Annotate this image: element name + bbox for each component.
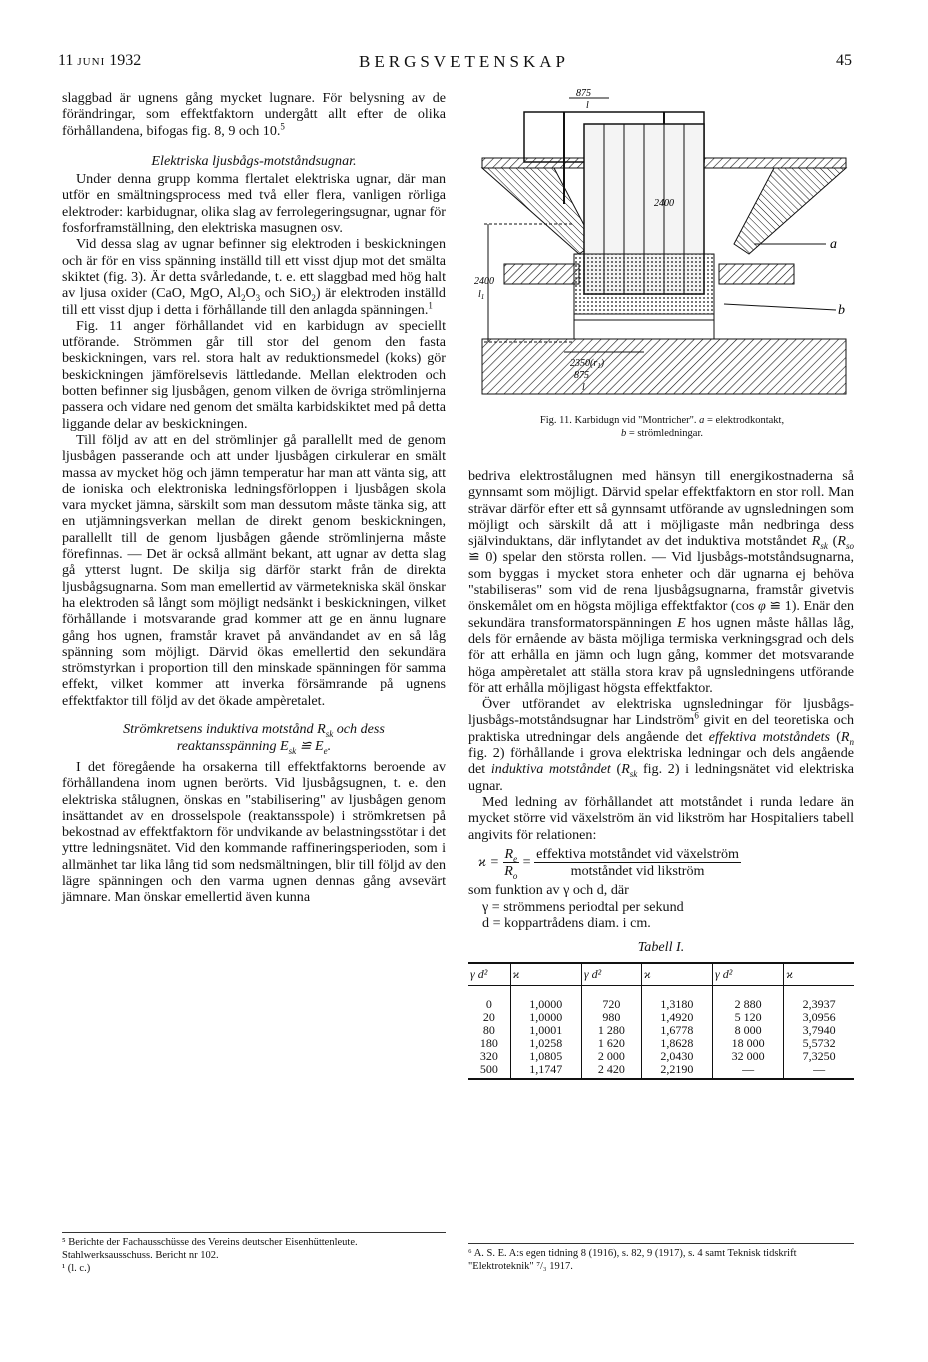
table-cell: 7,3250 — [784, 1050, 854, 1063]
date-year: 1932 — [109, 52, 142, 69]
table-cell: 2,3937 — [784, 985, 854, 1011]
dim-label: l — [582, 382, 585, 393]
table-cell: 5 120 — [713, 1011, 784, 1024]
paragraph: bedriva elektrostålugnen med hänsyn till energikostnaderna så gynnsamt som möjligt. Därvid spelar effektfaktorn en stor roll. Man strävar därför efter ett så gynnsamt utförande av ugnsledningen som möjligt och särskilt då att i möjligaste mån nedbringa dess självinduktans, där inflytandet av det induktiva motståndet $R_{sk}$ ($R_{so}$ ≌ 0) spelar den största rollen. — Vid ljusbågs-motståndsugnarna, som byggas i mycket stora enheter och där ugnarna ej behöva "stabiliseras" som vid de rena ljusbågsugnarna, framstår givetvis önskemålet om en högsta möjliga effektfaktor (cos φ ≌ 1). Enär den sekundära transformatorspänningen E hos ugnen måste hållas låg, dels för ernående av bästa möjliga termiska verkningsgrad och dels för att erhålla en jämn och lugn gång, kommer det motsvarande höga ampèretalet att ställa stora krav på ugnsledningens utförande för att erhålla möjligast högsta effektfaktor. — [468, 468, 855, 696]
table-cell: 32 000 — [713, 1050, 784, 1063]
label-b: b — [838, 303, 845, 318]
table-cell: 2 420 — [581, 1063, 641, 1079]
furnace-diagram — [474, 84, 854, 404]
dim-label: $l_1$ — [478, 289, 485, 301]
fraction: $\frac{\text{effektiva motståndet vid växelström}}{\text{motståndet vid likström}}$ — [536, 845, 739, 880]
table-cell: 2,2190 — [641, 1063, 712, 1079]
column-header: γ d² — [713, 963, 784, 986]
table-row — [468, 1050, 854, 1063]
table-cell: 5,5732 — [784, 1037, 854, 1050]
table-cell: 8 000 — [713, 1024, 784, 1037]
table-row — [468, 1024, 854, 1037]
table-cell: 2,0430 — [641, 1050, 712, 1063]
paragraph: I det föregående ha orsakerna till effektfaktorns beroende av förhållandena inom ugnen berörts. Vid ljusbågsugnen, t. e. den elektriska stålugnen, önskas en "stabilisering" av ljusbågen genom insättandet av en drosselspole (reaktansspole) i strömkretsen på bekostnad av effektfaktorn för undvikande av belastningsstötar i det yttre ledningsnätet. Vid den kommande raffineringsperioden, som i allmänhet tar lika lång tid som nedsmältningen, blir till följd av den lägre spänningen och den varma ugnen dennas gång avsevärt jämnare. Man önskar emellertid även kunna — [62, 758, 446, 906]
paragraph: Under denna grupp komma flertalet elektriska ugnar, där man utför en smältningsprocess med två eller flera, vanligen rörliga elektroder: karbidugnar, olika slag av ferrolegeringsugnar, ugnar för fosforframställning, den elektriska masugnen osv. — [62, 171, 446, 237]
table-row — [468, 1063, 854, 1079]
column-header: ϰ — [510, 963, 581, 986]
table-cell: 1,0258 — [510, 1037, 581, 1050]
table-cell: 980 — [581, 1011, 641, 1024]
table-cell: 500 — [468, 1063, 510, 1079]
table-cell: 1 280 — [581, 1024, 641, 1037]
table-cell: 720 — [581, 985, 641, 1011]
paragraph: Till följd av att en del strömlinjer gå parallellt med de genom ljusbågen passerande och att under ljusbågen cirkulerar en smält massa av mycket hög och jämn temperatur har man att vänta sig, att de ioniska och elektroniska ledningsförloppen i ljusbågen skola vara mycket jämna, särskilt som man dessutom måste tänka sig, att en utjämningsverkan mellan de direkt genom beskickningen, parallellt till de genom ljusbågen gående strömlinjerna måste förefinnas. — Det är också allmänt bekant, att ugnar av detta slag gå ytterst lugnt. De skilja sig därför starkt från de direkta ljusbågsugnarna. Som man emellertid av värmetekniska skäl önskar ha elektroden så långt som möjligt nedsänkt i beskickningen, vilket förhållande i motsvarande grad kommer att ge en ännu lugnare gång hos ugnen, framstår kravet på användandet av en så låg spänning som möjligt. Därvid ökas emellertid den sekundära strömstyrkan i proportion till den minskade spänningen för samma effekt, vilket kommer att inverka försämrande på ugnens effektfaktor till följd av det ökade ampèretalet. — [62, 431, 446, 709]
footnote: ¹ (l. c.) — [62, 1263, 91, 1274]
dim-label: l — [586, 100, 589, 111]
right-column — [468, 468, 854, 1080]
journal-title: BERGSVETENSKAP — [359, 52, 569, 71]
formula: ϰ = $\frac{R_e}{R_o}$ = $\frac{\text{effektiva motståndet vid växelström}}{\text{motståndet vid likström}}$ — [478, 845, 739, 881]
table-cell: 0 — [485, 996, 492, 1011]
table-title: Tabell I. — [637, 939, 685, 956]
furnace-drawing — [474, 84, 854, 404]
table-cell: 80 — [482, 1022, 495, 1037]
table-cell: 1,0001 — [510, 1024, 581, 1037]
table-cell: 1,3180 — [641, 985, 712, 1011]
table-cell: 180 — [479, 1035, 498, 1050]
table-cell: 1,0000 — [510, 985, 581, 1011]
section-heading: Strömkretsens induktiva motstånd $R_{sk}$ och dess reaktansspänning $E_{sk}$ ≌ $E_e$. — [123, 720, 385, 756]
paragraph: Vid dessa slag av ugnar befinner sig elektroden i beskickningen och är för en viss spänning inställd till ett visst djup mot det smälta skiktet (fig. 3). Är detta svårledande, t. e. ett slaggbad med hög halt av ljusa oxider (CaO, MgO, $Al_2O_3$ och SiO$_2$) är elektroden inställd till ett visst djup i detta i förhållande till den anlagda spänningen.$^1$ — [62, 236, 446, 318]
paragraph: Fig. 11 anger förhållandet vid en karbidugn av speciellt utförande. Strömmen går till stor del genom den fasta beskickningen, vars rel. stora halt av reduktionsmedel (koks) gör beskickningen jämförelsevis lättledande. Mellan elektroden och botten befinner sig ljusbågen, genom vilken de övriga strömlinjerna passera och vidare ned genom det smälta karbidskiktet med på detta liggande delar av beskickningen. — [62, 317, 446, 432]
dim-label: 875 — [576, 88, 591, 99]
table-cell: 20 — [482, 1009, 495, 1024]
table-row — [468, 985, 854, 1011]
label-a: a — [830, 237, 837, 252]
table-row — [468, 1011, 854, 1024]
table-cell: 2 000 — [581, 1050, 641, 1063]
footnote-ref: 6 — [694, 710, 699, 721]
paragraph: Över utförandet av elektriska ugnsledningar för ljusbågs- ljusbågs-motståndsugnar har Lindström$^6$ givit en del teoretiska och praktiska utredningar dels angående det effektiva motståndets ($R_n$ fig. 2) förhållande i grova elektriska ledningar och dels angående det induktiva motståndet ($R_{sk}$ fig. 2) i ledningsnätet vid elektriska ugnar. — [468, 696, 854, 794]
table-cell: 2 880 — [713, 985, 784, 1011]
definition: d = koppartrådens diam. i cm. — [482, 915, 651, 932]
column-header: γ d² — [468, 963, 510, 986]
footnote: ⁵ Berichte der Fachausschüsse des Vereins deutscher Eisenhüttenleute. Stahlwerksausschuss. Bericht nr 102. — [62, 1237, 358, 1261]
table-cell: 1,4920 — [641, 1011, 712, 1024]
left-column — [62, 90, 446, 906]
column-header: ϰ — [641, 963, 712, 986]
dim-label: 2400 — [654, 198, 674, 209]
table-cell: 1 620 — [581, 1037, 641, 1050]
table-cell: 3,0956 — [784, 1011, 854, 1024]
definition: γ = strömmens periodtal per sekund — [482, 898, 684, 915]
figure-caption: Fig. 11. Karbidugn vid "Montricher". a = elektrodkontakt, b = strömledningar. — [539, 415, 785, 439]
table-cell: 1,0000 — [510, 1011, 581, 1024]
table-cell: 3,7940 — [784, 1024, 854, 1037]
fraction: $\frac{R_e}{R_o}$ — [504, 845, 518, 881]
data-table — [468, 962, 854, 1080]
table-cell: 1,6778 — [641, 1024, 712, 1037]
table-cell: 18 000 — [713, 1037, 784, 1050]
table-header-row — [468, 963, 854, 986]
paragraph: Med ledning av förhållandet att motståndet i runda ledare än mycket större vid växelström än vid likström har Hospitaliers tabell angivits för relationen: — [468, 793, 854, 843]
right-footnotes — [468, 1243, 854, 1273]
table-cell: 1,8628 — [641, 1037, 712, 1050]
dim-label: $2350(r_1)$ — [570, 358, 605, 370]
table-row — [468, 1037, 854, 1050]
table-cell: 1,0805 — [510, 1050, 581, 1063]
footnote: ⁶ A. S. E. A:s egen tidning 8 (1916), s. 82, 9 (1917), s. 4 samt Teknisk tidskrift "Elektroteknik" ⁷/₃ 1917. — [468, 1248, 797, 1272]
dim-label: 875 — [574, 370, 589, 381]
paragraph: som funktion av γ och d, där — [468, 882, 629, 899]
date-day: 11 — [58, 52, 74, 69]
page-number: 45 — [836, 52, 852, 69]
table-cell: 320 — [479, 1048, 498, 1063]
date-month: JUNI — [77, 56, 106, 68]
column-header: γ d² — [581, 963, 641, 986]
table-cell: — — [784, 1063, 854, 1079]
table-cell: 1,1747 — [510, 1063, 581, 1079]
footnote-ref: 5 — [280, 120, 285, 131]
column-header: ϰ — [784, 963, 854, 986]
paragraph: slaggbad är ugnens gång mycket lugnare. För belysning av de förändringar, som effektfaktorn undergått allt efter de olika förhållandena, bifogas fig. 8, 9 och 10.$^5$ — [62, 90, 446, 139]
dim-label: 2400 — [474, 276, 494, 287]
section-heading: Elektriska ljusbågs-motståndsugnar. — [151, 152, 357, 169]
table-cell: — — [713, 1063, 784, 1079]
footnote-ref: 1 — [428, 299, 433, 310]
left-footnotes — [62, 1232, 446, 1275]
